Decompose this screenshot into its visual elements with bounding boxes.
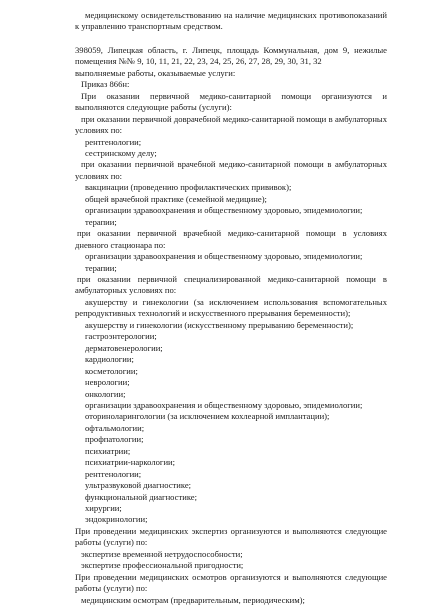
list-item: кардиологии; — [85, 354, 134, 365]
paragraph-specialized-outpatient: при оказании первичной специализированной медико-санитарной помощи в амбулаторных условиях по: — [75, 273, 387, 296]
list-item: рентгенологии; — [85, 136, 142, 147]
paragraph-prehospital-outpatient: при оказании первичной доврачебной медико-санитарной помощи в амбулаторных условиях по: — [75, 113, 387, 136]
list-item: оториноларингологии (за исключением кохлеарной имплантации); — [85, 411, 330, 422]
list-item: организации здравоохранения и общественному здоровью, эпидемиологии; — [85, 399, 363, 410]
list-item: терапии; — [85, 216, 117, 227]
list-item: организации здравоохранения и общественному здоровью, эпидемиологии; — [85, 251, 363, 262]
list-item: акушерству и гинекологии (за исключением использования вспомогательных репродуктивных технологий и искусственного прерывания беременности); — [75, 296, 387, 319]
list-item: хирургии; — [85, 503, 122, 514]
list-item: функциональной диагностике; — [85, 491, 198, 502]
spacer — [75, 33, 387, 45]
address-block: 398059, Липецкая область, г. Липецк, площадь Коммунальная, дом 9, нежилые помещения №№ 9, 10, 11, 21, 22, 23, 24, 25, 26, 27, 28, 29, 30, 31, 32 — [75, 44, 387, 67]
paragraph-primary-care: При оказании первичной медико-санитарной помощи организуются и выполняются следующие работы (услуги): — [75, 90, 387, 113]
list-item: косметологии; — [85, 365, 138, 376]
list-item: вакцинации (проведению профилактических прививок); — [85, 182, 292, 193]
list-item: неврологии; — [85, 377, 130, 388]
list-item: медицинским осмотрам (предварительным, периодическим); — [81, 594, 305, 605]
paragraph-medical-examinations: При проведении медицинских осмотров организуются и выполняются следующие работы (услуги) по: — [75, 571, 387, 594]
paragraph-day-hospital: при оказании первичной врачебной медико-санитарной помощи в условиях дневного стационара по: — [75, 228, 387, 250]
list-item: экспертизе временной нетрудоспособности; — [81, 548, 243, 559]
list-item: эндокринологии; — [85, 514, 148, 525]
list-item: экспертизе профессиональной пригодности; — [81, 560, 244, 571]
paragraph-physician-outpatient: при оказании первичной врачебной медико-санитарной помощи в амбулаторных условиях по: — [75, 159, 387, 181]
list-item: психиатрии-наркологии; — [85, 457, 176, 468]
list-item: сестринскому делу; — [85, 147, 157, 158]
list-item: психиатрии; — [85, 445, 131, 456]
intro-paragraph: медицинскому освидетельствованию на наличие медицинских противопоказаний к управлению транспортным средством. — [75, 10, 387, 32]
list-item: ультразвуковой диагностике; — [85, 480, 192, 491]
list-item: офтальмологии; — [85, 422, 145, 433]
list-item: рентгенологии; — [85, 468, 142, 479]
works-heading: выполняемые работы, оказываемые услуги: — [75, 67, 236, 78]
order-reference: Приказ 866н: — [81, 79, 130, 90]
list-item: дерматовенерологии; — [85, 342, 163, 353]
list-item: гастроэнтерологии; — [85, 331, 157, 342]
list-item: организации здравоохранения и общественному здоровью, эпидемиологии; — [85, 205, 363, 216]
document-body — [75, 10, 387, 606]
list-item: профпатологии; — [85, 434, 144, 445]
paragraph-medical-expertise: При проведении медицинских экспертиз организуются и выполняются следующие работы (услуги) по: — [75, 525, 387, 548]
list-item: акушерству и гинекологии (искусственному прерыванию беременности); — [85, 319, 354, 330]
list-item: терапии; — [85, 262, 117, 273]
list-item: общей врачебной практике (семейной медицине); — [85, 193, 267, 204]
list-item: онкологии; — [85, 388, 126, 399]
